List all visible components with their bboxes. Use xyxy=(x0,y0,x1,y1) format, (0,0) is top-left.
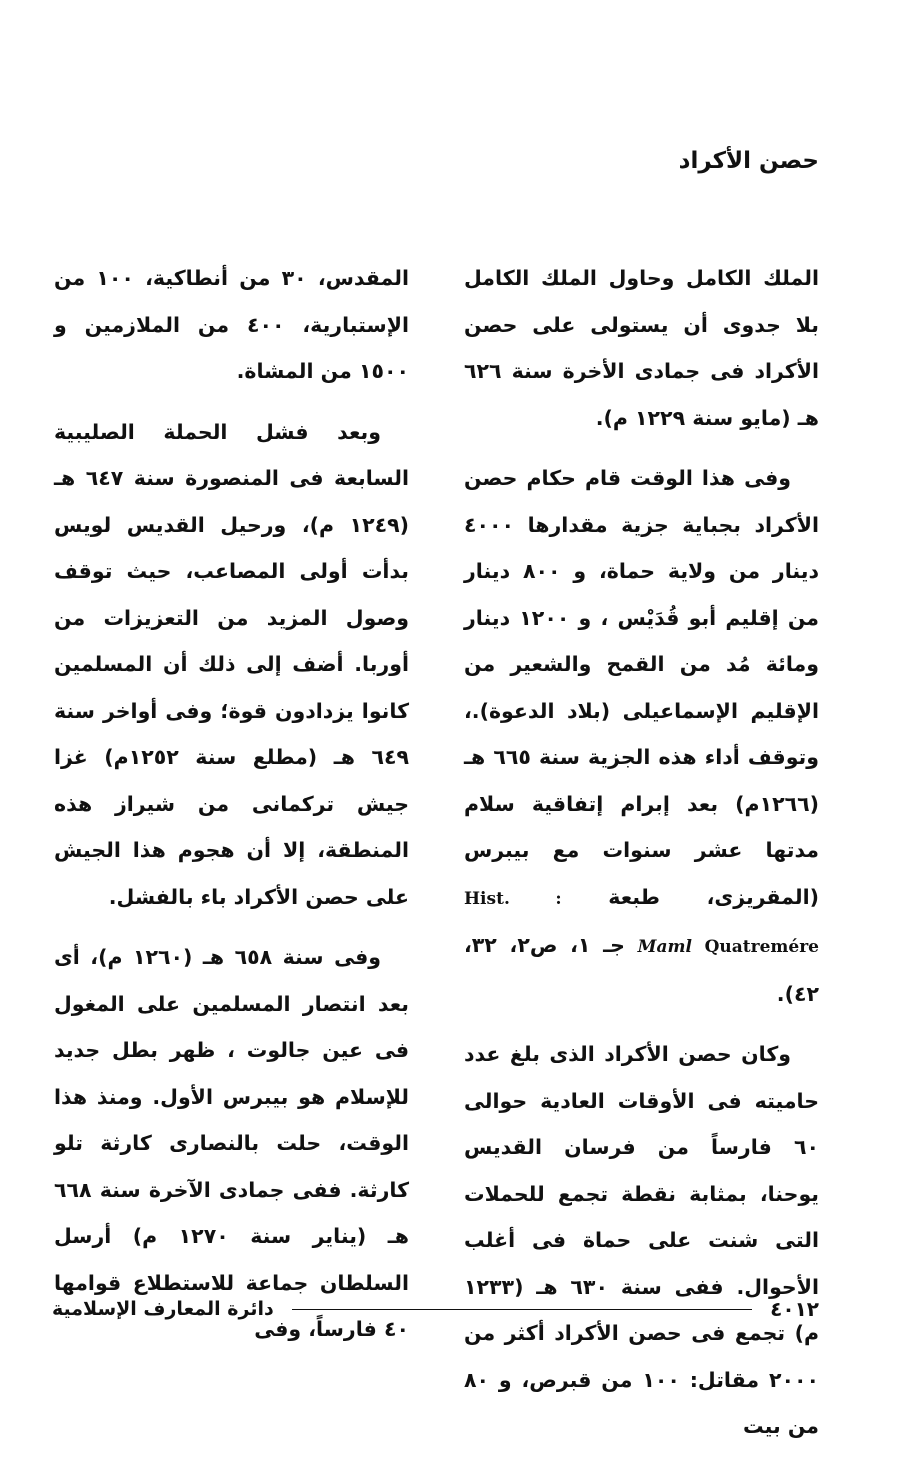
publication-title: دائرة المعارف الإسلامية xyxy=(52,1298,274,1320)
right-column xyxy=(464,255,819,1464)
latin-reference: Hist. : Quatremére xyxy=(464,888,819,957)
paragraph-with-citation xyxy=(464,455,819,1017)
paragraph: الملك الكامل وحاول الملك الكامل بلا جدوى أن يستولى على حصن الأكراد فى جمادى الأخرة سنة ٦٢٦ هـ (مايو سنة ١٢٢٩ م). xyxy=(464,266,819,430)
latin-title: Maml xyxy=(637,937,692,957)
running-header: حصن الأكراد xyxy=(678,148,819,174)
footer-divider xyxy=(292,1309,752,1310)
left-column xyxy=(54,255,409,1367)
citation-tail: جـ ١، ص٢، ٣٢، ٤٢). xyxy=(464,933,819,1006)
page-number: ٤٠١٢ xyxy=(770,1297,819,1321)
page-footer xyxy=(52,1294,819,1324)
paragraph-text: وفى هذا الوقت قام حكام حصن الأكراد بجباية جزية مقدارها ٤٠٠٠ دينار من ولاية حماة، و ٨٠٠ دينار من إقليم أبو قُدَيْس ، و ١٢٠٠ دينار ومائة مُد من القمح والشعير من الإقليم الإسماعيلى (بلاد الدعوة).، وتوقف أداء هذه الجزية سنة ٦٦٥ هـ (١٢٦٦م) بعد إبرام إتفاقية سلام مدتها عشر سنوات مع بيبرس (المقريزى، طبعة xyxy=(464,466,820,909)
paragraph: المقدس، ٣٠ من أنطاكية، ١٠٠ من الإستبارية، ٤٠٠ من الملازمين و ١٥٠٠ من المشاة. xyxy=(54,266,409,383)
paragraph: وكان حصن الأكراد الذى بلغ عدد حاميته فى الأوقات العادية حوالى ٦٠ فارساً من فرسان القديس يوحنا، بمثابة نقطة تجمع للحملات التى شنت على حماة فى أغلب الأحوال. ففى سنة ٦٣٠ هـ (١٢٣٣ م) تجمع فى حصن الأكراد أكثر من ٢٠٠٠ مقاتل: ١٠٠ من قبرص، و ٨٠ من بيت xyxy=(464,1042,819,1438)
paragraph: وفى سنة ٦٥٨ هـ (١٢٦٠ م)، أى بعد انتصار المسلمين على المغول فى عين جالوت ، ظهر بطل جديد للإسلام هو بيبرس الأول. ومنذ هذا الوقت، حلت بالنصارى كارثة تلو كارثة. ففى جمادى الآخرة سنة ٦٦٨ هـ (يناير سنة ١٢٧٠ م) أرسل السلطان جماعة للاستطلاع قوامها ٤٠ فارساً، وفى xyxy=(54,945,409,1341)
paragraph: وبعد فشل الحملة الصليبية السابعة فى المنصورة سنة ٦٤٧ هـ (١٢٤٩ م)، ورحيل القديس لويس بدأت أولى المصاعب، حيث توقف وصول المزيد من التعزيزات من أوربا. أضف إلى ذلك أن المسلمين كانوا يزدادون قوة؛ وفى أواخر سنة ٦٤٩ هـ (مطلع سنة ١٢٥٢م) غزا جيش تركمانى من شيراز هذه المنطقة، إلا أن هجوم هذا الجيش على حصن الأكراد باء بالفشل. xyxy=(54,419,409,909)
